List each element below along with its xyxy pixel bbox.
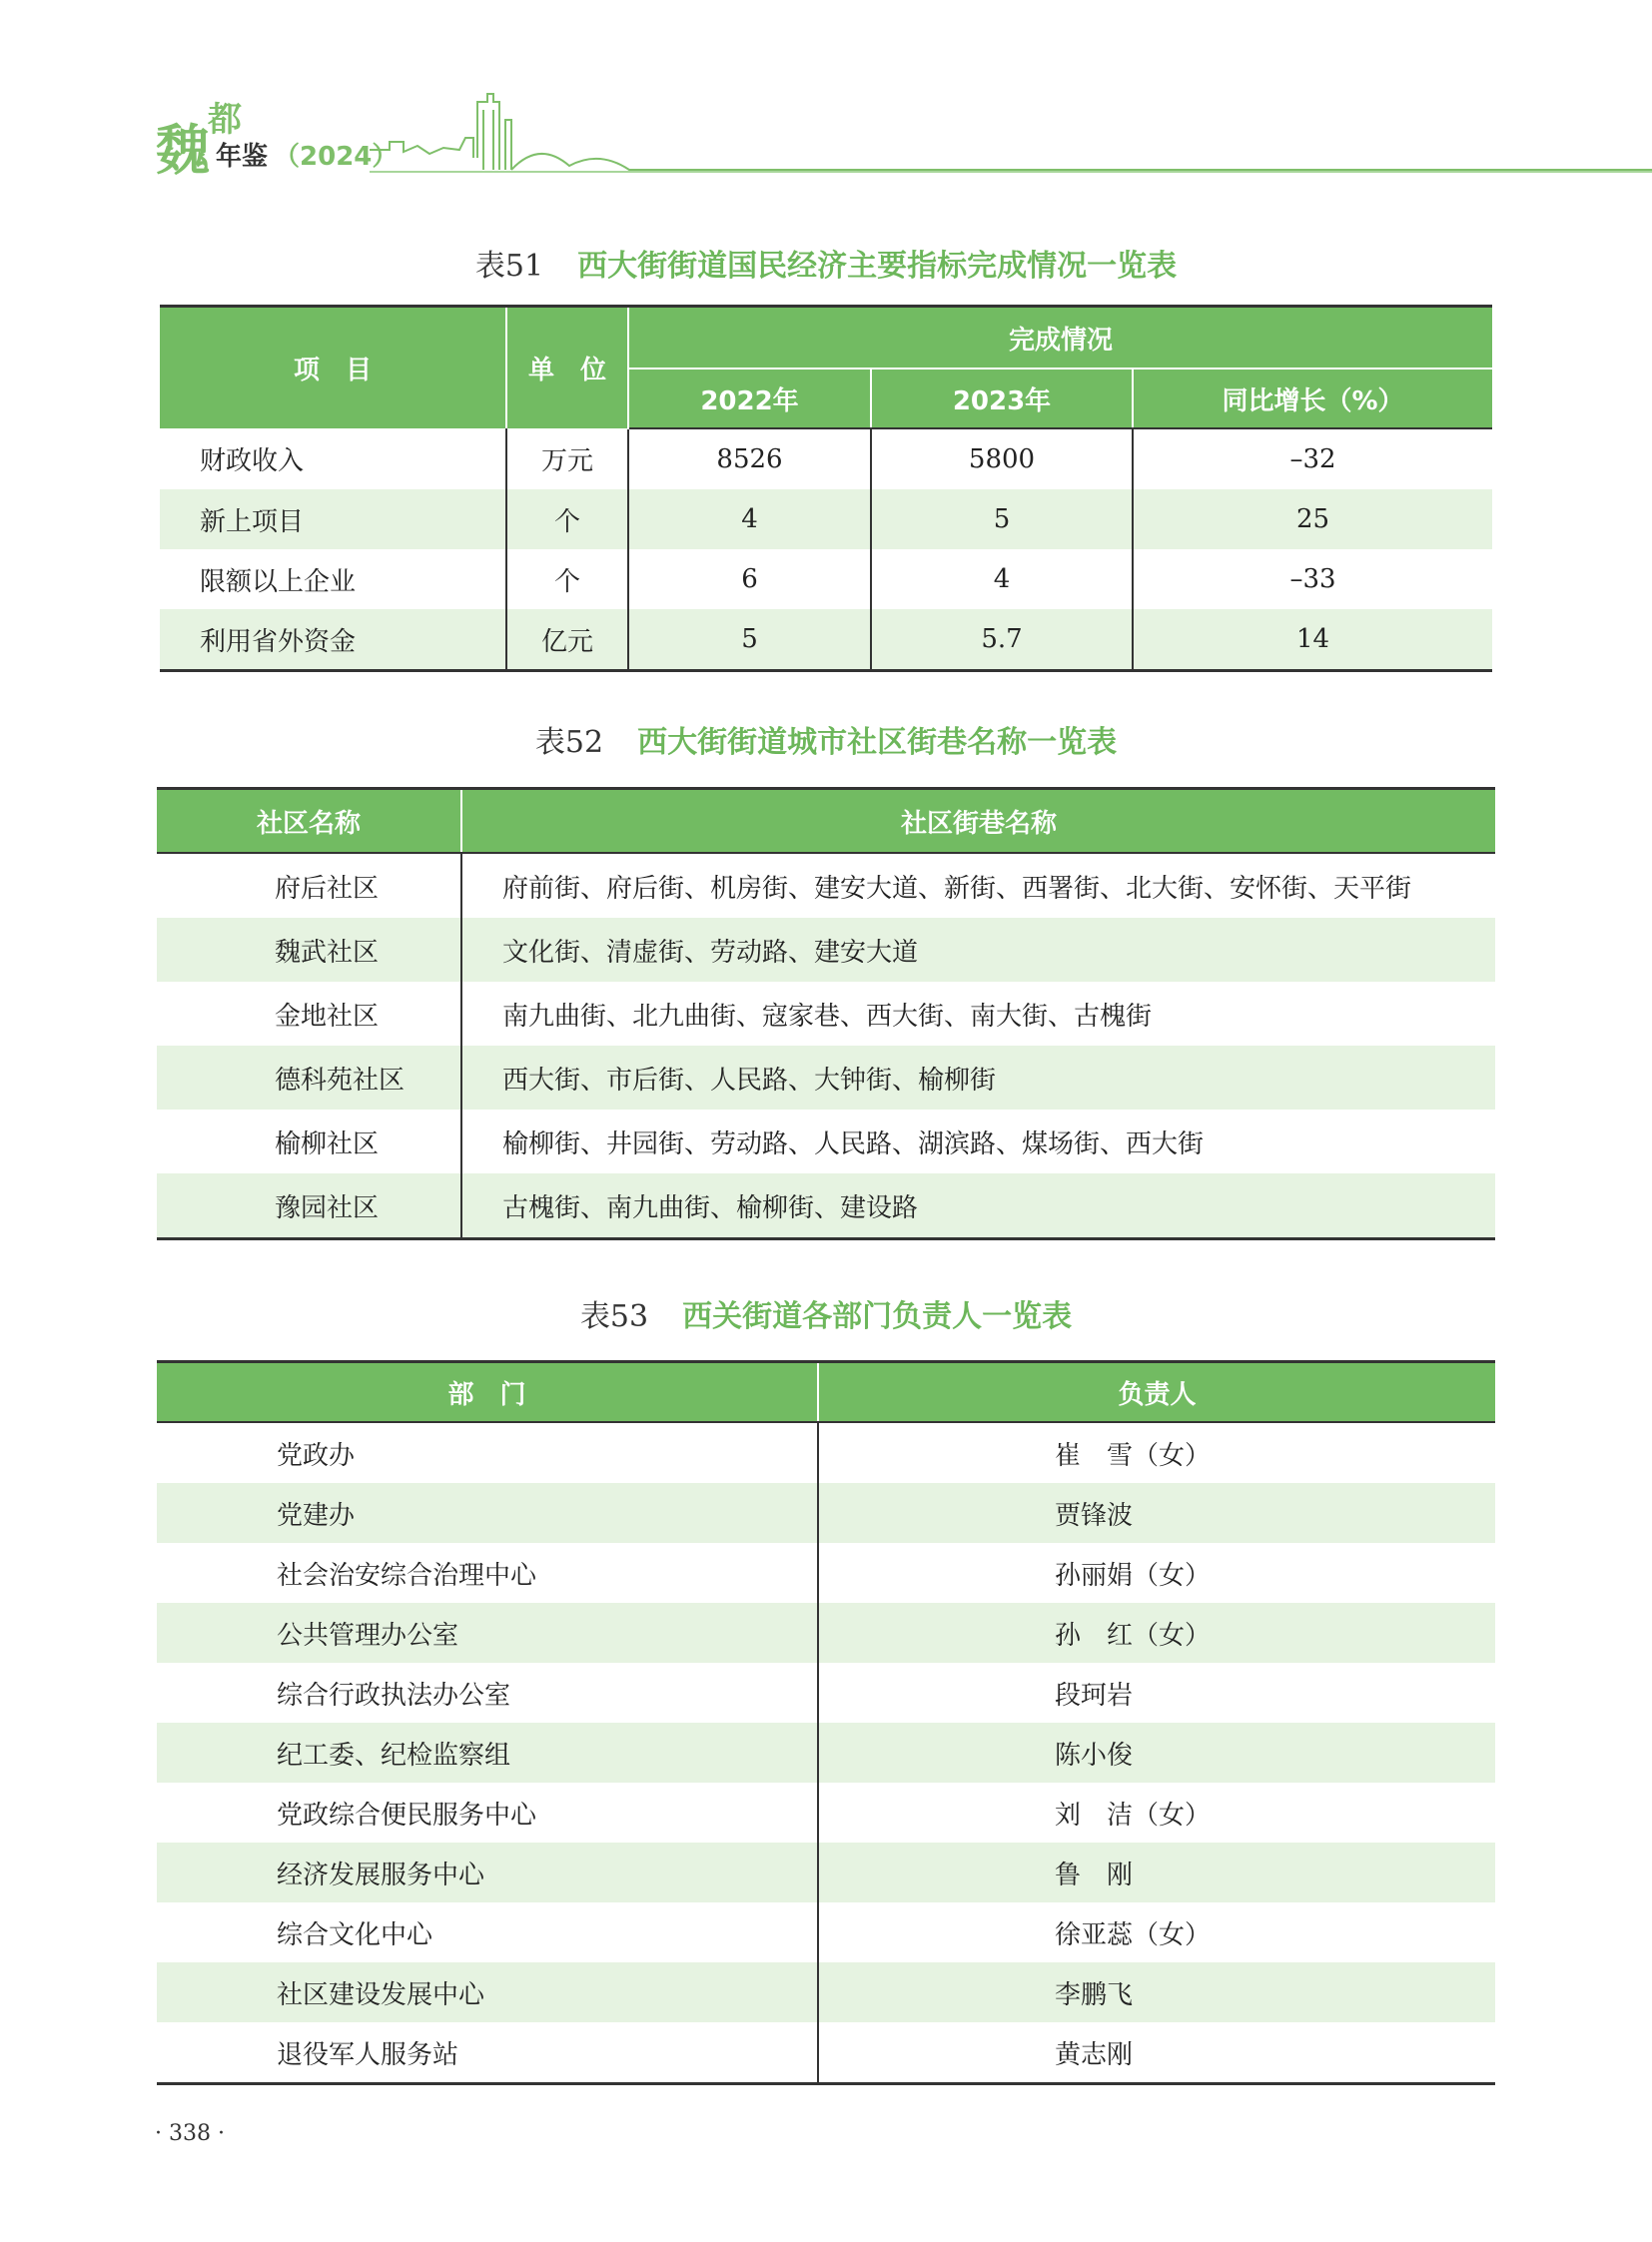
community-cell: 魏武社区 xyxy=(157,918,461,982)
header-item: 项 目 xyxy=(160,307,506,429)
table-row xyxy=(157,1110,1495,1173)
yearbook-label: 年鉴 xyxy=(216,142,269,172)
header-streets: 社区街巷名称 xyxy=(461,789,1495,854)
department-cell: 党政办 xyxy=(157,1422,818,1483)
skyline-decoration-icon xyxy=(370,80,1652,190)
table51-title: 西大街街道国民经济主要指标完成情况一览表 xyxy=(577,249,1178,284)
table-row xyxy=(157,1422,1495,1483)
table-row xyxy=(157,918,1495,982)
growth-cell: 25 xyxy=(1133,489,1492,549)
logo-character-du: 都 xyxy=(208,100,242,140)
streets-cell: 府前街、府后街、机房街、建安大道、新街、西署街、北大街、安怀街、天平街 xyxy=(502,873,1412,904)
table-row xyxy=(157,1603,1495,1663)
growth-cell: –33 xyxy=(1289,564,1336,594)
value-2023-cell: 5.7 xyxy=(871,609,1133,671)
department-cell: 党政综合便民服务中心 xyxy=(157,1783,818,1843)
value-2023-cell: 5800 xyxy=(871,428,1133,489)
table-row xyxy=(160,549,1492,609)
table53-title: 西关街道各部门负责人一览表 xyxy=(682,1299,1073,1334)
yearbook-year: （2024） xyxy=(274,142,399,172)
table-row xyxy=(157,1843,1495,1902)
unit-cell: 亿元 xyxy=(506,609,628,671)
community-streets-table xyxy=(157,787,1495,1240)
table-row xyxy=(157,982,1495,1046)
value-2023-cell: 5 xyxy=(871,489,1133,549)
person-cell: 孙丽娟（女） xyxy=(1055,1560,1212,1591)
table-row xyxy=(157,1046,1495,1110)
header-completion: 完成情况 xyxy=(628,307,1492,370)
growth-cell: 14 xyxy=(1133,609,1492,671)
value-2023-cell: 4 xyxy=(871,549,1133,609)
person-cell: 刘 洁（女） xyxy=(1055,1800,1212,1831)
logo-character-wei: 魏 xyxy=(156,119,210,182)
growth-cell: –32 xyxy=(1289,444,1336,474)
person-cell: 黄志刚 xyxy=(1055,2039,1134,2070)
table51-caption xyxy=(0,241,1652,285)
department-cell: 综合文化中心 xyxy=(157,1902,818,1962)
value-2022-cell: 8526 xyxy=(628,428,871,489)
table-row xyxy=(157,1663,1495,1723)
department-cell: 社区建设发展中心 xyxy=(157,1962,818,2022)
item-cell: 新上项目 xyxy=(160,489,506,549)
community-cell: 德科苑社区 xyxy=(157,1046,461,1110)
economic-indicators-table xyxy=(160,305,1492,672)
header-person: 负责人 xyxy=(818,1362,1495,1423)
table-row xyxy=(157,1483,1495,1543)
table-row xyxy=(157,1723,1495,1783)
item-cell: 财政收入 xyxy=(160,428,506,489)
department-cell: 党建办 xyxy=(157,1483,818,1543)
unit-cell: 个 xyxy=(506,489,628,549)
header-department: 部 门 xyxy=(157,1362,818,1423)
department-cell: 综合行政执法办公室 xyxy=(157,1663,818,1723)
person-cell: 李鹏飞 xyxy=(818,1962,1495,2022)
table52-caption xyxy=(0,717,1652,761)
person-cell: 段珂岩 xyxy=(1055,1680,1134,1711)
table-row xyxy=(157,2022,1495,2084)
department-cell: 社会治安综合治理中心 xyxy=(157,1543,818,1603)
streets-cell: 榆柳街、井园街、劳动路、人民路、湖滨路、煤场街、西大街 xyxy=(502,1128,1205,1159)
header-2022: 2022年 xyxy=(628,369,871,428)
department-cell: 公共管理办公室 xyxy=(157,1603,818,1663)
unit-cell: 万元 xyxy=(506,428,628,489)
value-2022-cell: 4 xyxy=(628,489,871,549)
table-row xyxy=(157,1962,1495,2022)
community-cell: 金地社区 xyxy=(157,982,461,1046)
page-number: · 338 · xyxy=(155,2121,225,2146)
community-cell: 府后社区 xyxy=(157,853,461,918)
table-row xyxy=(160,489,1492,549)
table-row xyxy=(157,1173,1495,1239)
value-2022-cell: 5 xyxy=(628,609,871,671)
table-row xyxy=(157,1543,1495,1603)
person-cell: 贾锋波 xyxy=(818,1483,1495,1543)
person-cell: 鲁 刚 xyxy=(818,1843,1495,1902)
table53-number: 表53 xyxy=(579,1299,649,1334)
item-cell: 利用省外资金 xyxy=(160,609,506,671)
item-cell: 限额以上企业 xyxy=(160,549,506,609)
value-2022-cell: 6 xyxy=(628,549,871,609)
table52-number: 表52 xyxy=(534,725,604,760)
person-cell: 陈小俊 xyxy=(818,1723,1495,1783)
table-row xyxy=(160,609,1492,671)
table52-title: 西大街街道城市社区街巷名称一览表 xyxy=(637,725,1118,760)
community-cell: 豫园社区 xyxy=(157,1173,461,1239)
table53-caption xyxy=(0,1291,1652,1335)
person-cell: 孙 红（女） xyxy=(818,1603,1495,1663)
department-cell: 退役军人服务站 xyxy=(157,2022,818,2084)
header-2023: 2023年 xyxy=(871,369,1133,428)
department-cell: 纪工委、纪检监察组 xyxy=(157,1723,818,1783)
table-row xyxy=(157,1902,1495,1962)
header-growth: 同比增长（%） xyxy=(1133,369,1492,428)
table51-number: 表51 xyxy=(474,249,544,284)
header-unit: 单 位 xyxy=(506,307,628,429)
table-row xyxy=(160,428,1492,489)
person-cell: 徐亚蕊（女） xyxy=(1055,1919,1212,1950)
streets-cell: 西大街、市后街、人民路、大钟街、榆柳街 xyxy=(461,1046,1495,1110)
header-community: 社区名称 xyxy=(157,789,461,854)
department-cell: 经济发展服务中心 xyxy=(157,1843,818,1902)
streets-cell: 文化街、清虚街、劳动路、建安大道 xyxy=(461,918,1495,982)
running-header xyxy=(150,80,1652,190)
streets-cell: 南九曲街、北九曲街、寇家巷、西大街、南大街、古槐街 xyxy=(502,1001,1153,1032)
table-row xyxy=(157,853,1495,918)
streets-cell: 古槐街、南九曲街、榆柳街、建设路 xyxy=(461,1173,1495,1239)
community-cell: 榆柳社区 xyxy=(157,1110,461,1173)
table-row xyxy=(157,1783,1495,1843)
person-cell: 崔 雪（女） xyxy=(1055,1440,1212,1471)
department-heads-table xyxy=(157,1360,1495,2085)
unit-cell: 个 xyxy=(506,549,628,609)
